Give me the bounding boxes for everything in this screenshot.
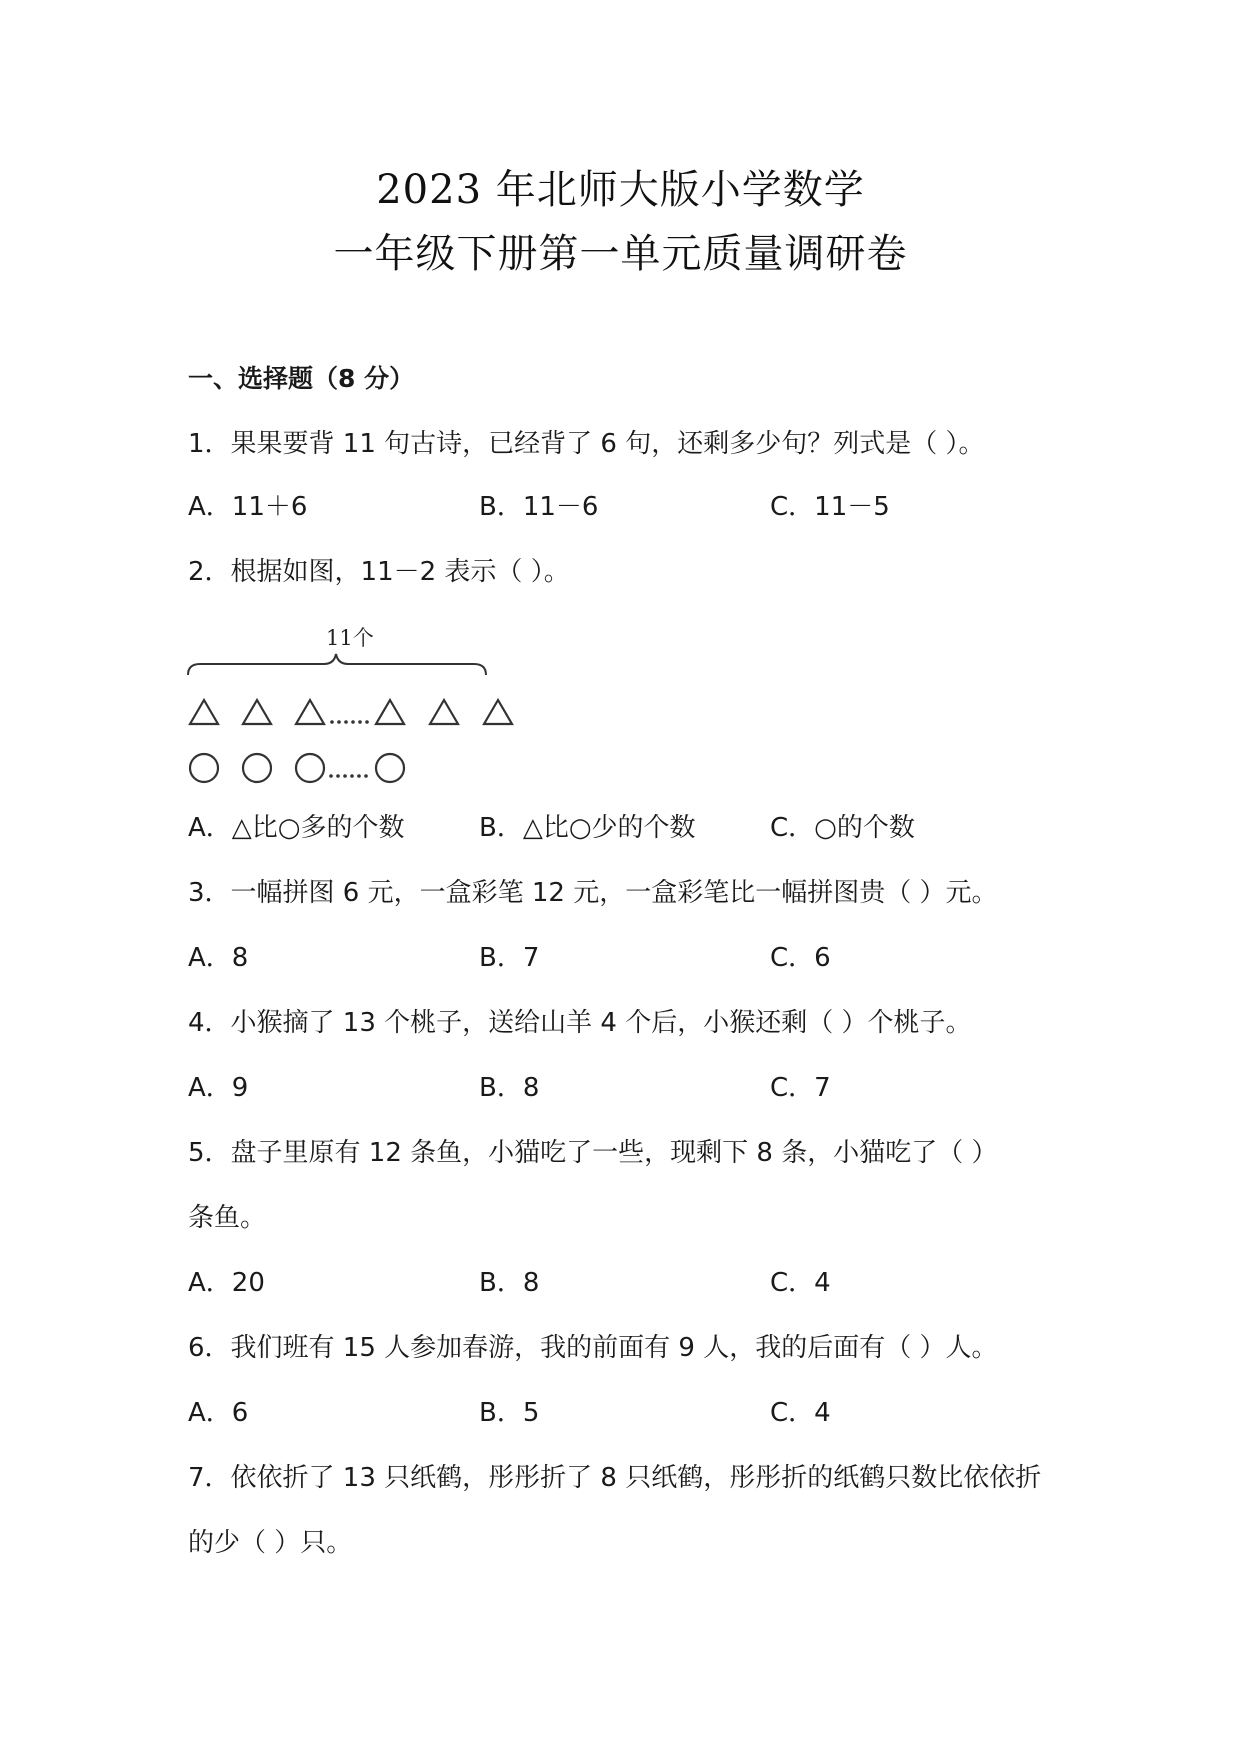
section-heading: 一、选择题（8 分）	[188, 364, 415, 393]
triangles-circles-figure	[184, 620, 544, 795]
question-1-option-b[interactable]: B．11－6	[479, 492, 599, 522]
circle-ellipsis-icon	[329, 774, 368, 778]
question-7-text-line2: 的少（ ）只。	[188, 1528, 353, 1558]
exam-title-line2: 一年级下册第一单元质量调研卷	[333, 231, 908, 277]
question-2-option-c[interactable]: C．○的个数	[770, 813, 915, 843]
triangle-icon	[484, 700, 512, 724]
triangle-icon	[376, 700, 404, 724]
brace-icon	[188, 654, 486, 675]
question-4-option-b[interactable]: B．8	[479, 1073, 540, 1103]
question-3-option-c[interactable]: C．6	[770, 943, 831, 973]
question-5-option-c[interactable]: C．4	[770, 1268, 831, 1298]
question-4-option-a[interactable]: A．9	[188, 1073, 249, 1103]
question-3-option-a[interactable]: A．8	[188, 943, 249, 973]
question-1-text: 1．果果要背 11 句古诗，已经背了 6 句，还剩多少句？列式是（ ）。	[188, 429, 985, 459]
circle-icon	[376, 754, 404, 782]
question-2-option-b[interactable]: B．△比○少的个数	[479, 813, 696, 843]
circle-icon	[243, 754, 271, 782]
question-5-option-a[interactable]: A．20	[188, 1268, 265, 1298]
question-4-text: 4．小猴摘了 13 个桃子，送给山羊 4 个后，小猴还剩（ ）个桃子。	[188, 1008, 972, 1038]
triangle-icon	[296, 700, 324, 724]
question-6-option-c[interactable]: C．4	[770, 1398, 831, 1428]
question-3-option-b[interactable]: B．7	[479, 943, 540, 973]
circle-icon	[296, 754, 324, 782]
question-5-text-line2: 条鱼。	[188, 1203, 267, 1233]
question-2-option-a[interactable]: A．△比○多的个数	[188, 813, 405, 843]
circle-icon	[190, 754, 218, 782]
question-1-option-a[interactable]: A．11＋6	[188, 492, 308, 522]
triangle-ellipsis-icon	[330, 720, 369, 724]
question-3-text: 3．一幅拼图 6 元，一盒彩笔 12 元，一盒彩笔比一幅拼图贵（ ）元。	[188, 878, 998, 908]
question-5-option-b[interactable]: B．8	[479, 1268, 540, 1298]
question-6-text: 6．我们班有 15 人参加春游，我的前面有 9 人，我的后面有（ ）人。	[188, 1333, 998, 1363]
triangle-icon	[190, 700, 218, 724]
question-4-option-c[interactable]: C．7	[770, 1073, 831, 1103]
question-6-option-a[interactable]: A．6	[188, 1398, 249, 1428]
question-5-text-line1: 5．盘子里原有 12 条鱼，小猫吃了一些，现剩下 8 条，小猫吃了（ ）	[188, 1138, 998, 1168]
triangle-icon	[430, 700, 458, 724]
triangle-icon	[243, 700, 271, 724]
question-6-option-b[interactable]: B．5	[479, 1398, 540, 1428]
exam-title-line1: 2023 年北师大版小学数学	[376, 167, 865, 213]
question-1-option-c[interactable]: C．11－5	[770, 492, 890, 522]
question-2-text: 2．根据如图，11－2 表示（ ）。	[188, 557, 570, 587]
figure-brace-label: 11个	[326, 626, 374, 650]
question-7-text-line1: 7．依依折了 13 只纸鹤，彤彤折了 8 只纸鹤，彤彤折的纸鹤只数比依依折	[188, 1463, 1042, 1493]
